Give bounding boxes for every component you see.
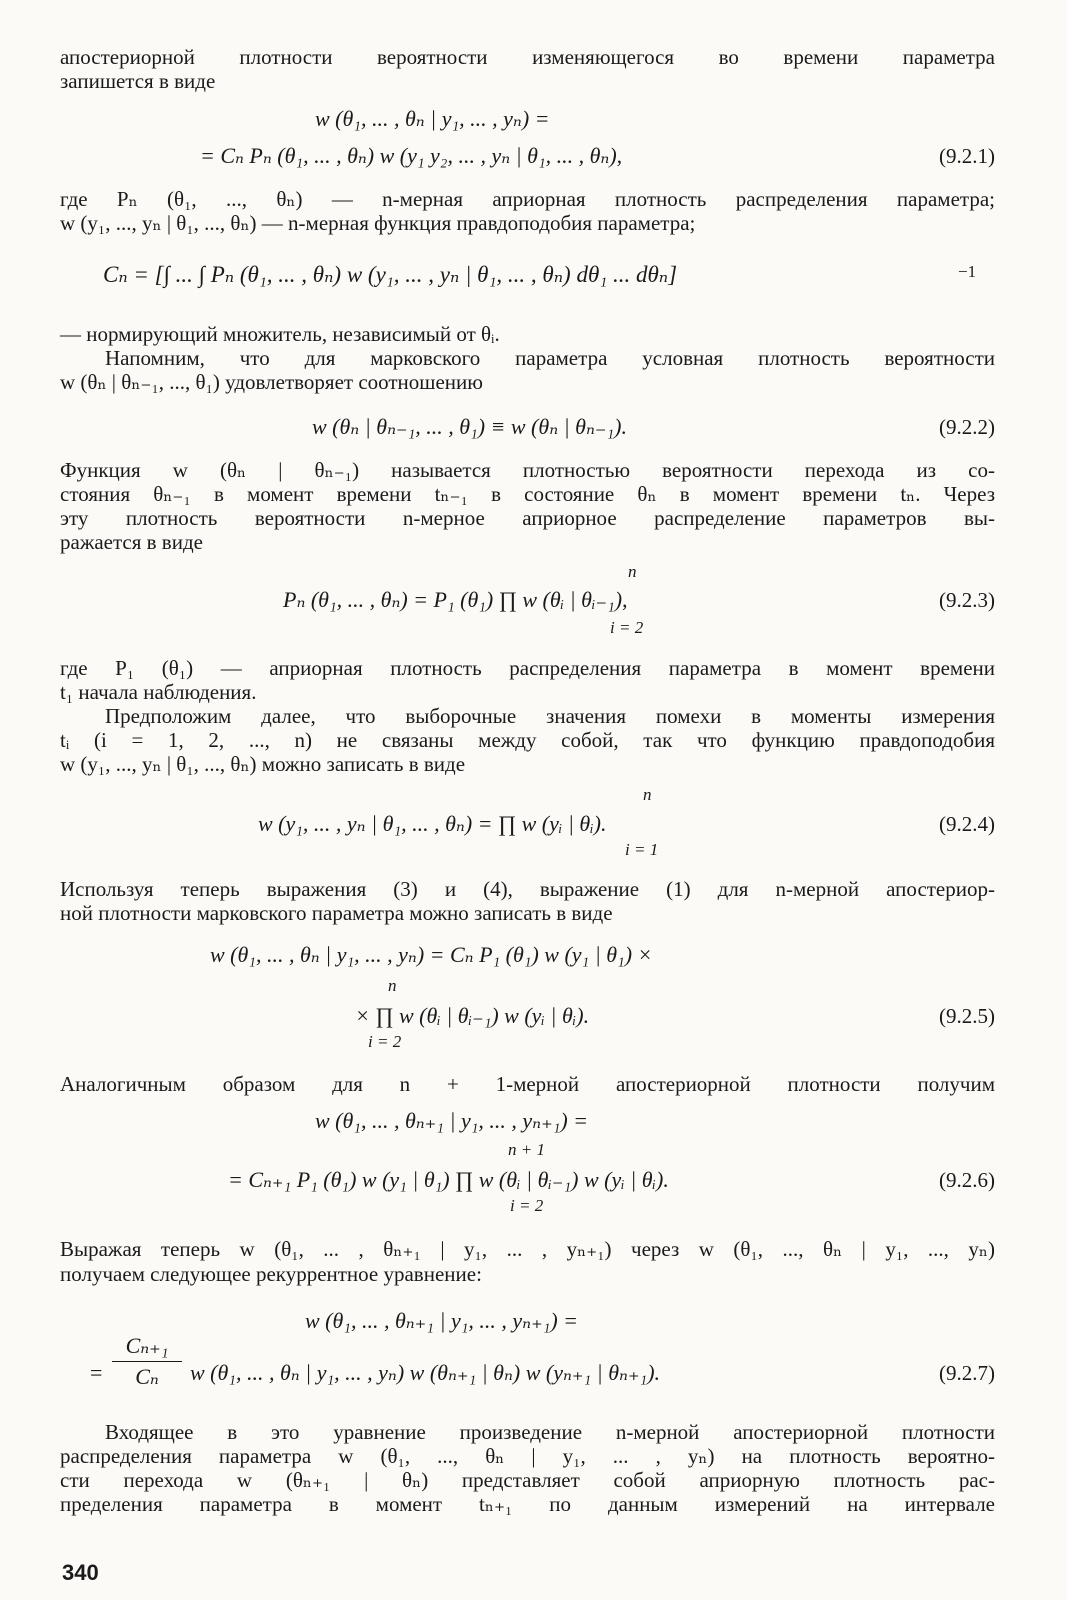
product-lower-limit: i = 1 [625, 840, 659, 859]
product-lower-limit: i = 2 [368, 1032, 402, 1051]
equation-9-2-4: w (y₁, ... , yₙ | θ₁, ... , θₙ) = ∏ w (yᵢ | θᵢ). [258, 811, 607, 836]
product-lower-limit: i = 2 [610, 618, 644, 637]
text-line: эту плотность вероятности n-мерное априорное распределение параметров вы- [60, 506, 995, 530]
equation-9-2-1-line2: = Cₙ Pₙ (θ₁, ... , θₙ) w (y₁ y₂, ... , yₙ | θ₁, ... , θₙ), [200, 143, 623, 168]
text-line: запишется в виде [60, 69, 216, 93]
text-line: ражается в виде [60, 530, 203, 554]
equation-9-2-7-line1: w (θ₁, ... , θₙ₊₁ | y₁, ... , yₙ₊₁) = [305, 1308, 579, 1333]
product-lower-limit: i = 2 [510, 1196, 544, 1215]
normalizing-constant-formula: Cₙ = [∫ ... ∫ Pₙ (θ₁, ... , θₙ) w (y₁, ... , yₙ | θ₁, ... , θₙ) dθ₁ ... dθₙ] [103, 262, 678, 287]
text-line: где P₁ (θ₁) — априорная плотность распределения параметра в момент времени [60, 656, 995, 680]
text-line: распределения параметра w (θ₁, ..., θₙ | y₁, ... , yₙ) на плотность вероятно- [60, 1444, 995, 1468]
page-number: 340 [62, 1560, 99, 1585]
fraction-denominator: Cₙ [135, 1364, 159, 1389]
equation-9-2-7-line2: w (θ₁, ... , θₙ | y₁, ... , yₙ) w (θₙ₊₁ | θₙ) w (yₙ₊₁ | θₙ₊₁). [190, 1360, 661, 1385]
text-line: Напомним, что для марковского параметра условная плотность вероятности [105, 346, 995, 370]
text-line: Аналогичным образом для n + 1-мерной апостериорной плотности получим [60, 1072, 995, 1096]
product-upper-limit: n [628, 562, 637, 581]
equation-9-2-3: Pₙ (θ₁, ... , θₙ) = P₁ (θ₁) ∏ w (θᵢ | θᵢ₋₁), [283, 587, 628, 612]
text-line: Выражая теперь w (θ₁, ... , θₙ₊₁ | y₁, ... , yₙ₊₁) через w (θ₁, ..., θₙ | y₁, ..., yₙ) [60, 1237, 995, 1261]
text-line: t₁ начала наблюдения. [60, 680, 257, 704]
product-upper-limit: n [388, 976, 397, 995]
equation-9-2-2: w (θₙ | θₙ₋₁, ... , θ₁) ≡ w (θₙ | θₙ₋₁). [312, 414, 627, 439]
text-line: сти перехода w (θₙ₊₁ | θₙ) представляет собой априорную плотность рас- [60, 1468, 995, 1492]
text-line: w (θₙ | θₙ₋₁, ..., θ₁) удовлетворяет соотношению [60, 370, 483, 394]
equals-sign: = [90, 1360, 103, 1385]
text-line: ной плотности марковского параметра можно записать в виде [60, 901, 613, 925]
equation-9-2-5-line1: w (θ₁, ... , θₙ | y₁, ... , yₙ) = Cₙ P₁ (θ₁) w (y₁ | θ₁) × [210, 942, 653, 967]
text-line: tᵢ (i = 1, 2, ..., n) не связаны между собой, так что функцию правдоподобия [60, 728, 995, 752]
text-line: пределения параметра в момент tₙ₊₁ по данным измерений на интервале [60, 1492, 995, 1516]
equation-9-2-6-line2: = Cₙ₊₁ P₁ (θ₁) w (y₁ | θ₁) ∏ w (θᵢ | θᵢ₋₁) w (yᵢ | θᵢ). [228, 1167, 669, 1192]
text-line: получаем следующее рекуррентное уравнение: [60, 1262, 482, 1286]
equation-number: (9.2.4) [939, 812, 995, 836]
fraction-numerator: Cₙ₊₁ [112, 1333, 182, 1362]
text-line: апостериорной плотности вероятности изменяющегося во времени параметра [60, 45, 995, 69]
text-line: w (y₁, ..., yₙ | θ₁, ..., θₙ) можно записать в виде [60, 752, 466, 776]
equation-number: (9.2.7) [939, 1361, 995, 1385]
text-line: Функция w (θₙ | θₙ₋₁) называется плотностью вероятности перехода из со- [60, 458, 995, 482]
text-line: Входящее в это уравнение произведение n-мерной апостериорной плотности [105, 1420, 995, 1444]
product-upper-limit: n [643, 785, 652, 804]
exponent-minus-one: −1 [958, 262, 977, 281]
equation-9-2-1-line1: w (θ₁, ... , θₙ | y₁, ... , yₙ) = [315, 106, 550, 131]
equation-9-2-6-line1: w (θ₁, ... , θₙ₊₁ | y₁, ... , yₙ₊₁) = [315, 1108, 589, 1133]
equation-number: (9.2.3) [939, 588, 995, 612]
fraction-cn1-over-cn [112, 1333, 182, 1390]
equation-number: (9.2.2) [939, 415, 995, 439]
equation-number: (9.2.6) [939, 1168, 995, 1192]
equation-number: (9.2.1) [939, 144, 995, 168]
text-line: где Pₙ (θ₁, ..., θₙ) — n-мерная априорная плотность распределения параметра; [60, 187, 995, 211]
text-line: Предположим далее, что выборочные значения помехи в моменты измерения [105, 704, 995, 728]
text-line: стояния θₙ₋₁ в момент времени tₙ₋₁ в состояние θₙ в момент времени tₙ. Через [60, 482, 995, 506]
text-line: — нормирующий множитель, независимый от θᵢ. [60, 322, 500, 346]
equation-9-2-5-line2: × ∏ w (θᵢ | θᵢ₋₁) w (yᵢ | θᵢ). [355, 1003, 590, 1028]
text-line: Используя теперь выражения (3) и (4), выражение (1) для n-мерной апостериор- [60, 877, 995, 901]
product-upper-limit: n + 1 [508, 1140, 545, 1159]
text-line: w (y₁, ..., yₙ | θ₁, ..., θₙ) — n-мерная функция правдоподобия параметра; [60, 211, 696, 235]
equation-number: (9.2.5) [939, 1004, 995, 1028]
